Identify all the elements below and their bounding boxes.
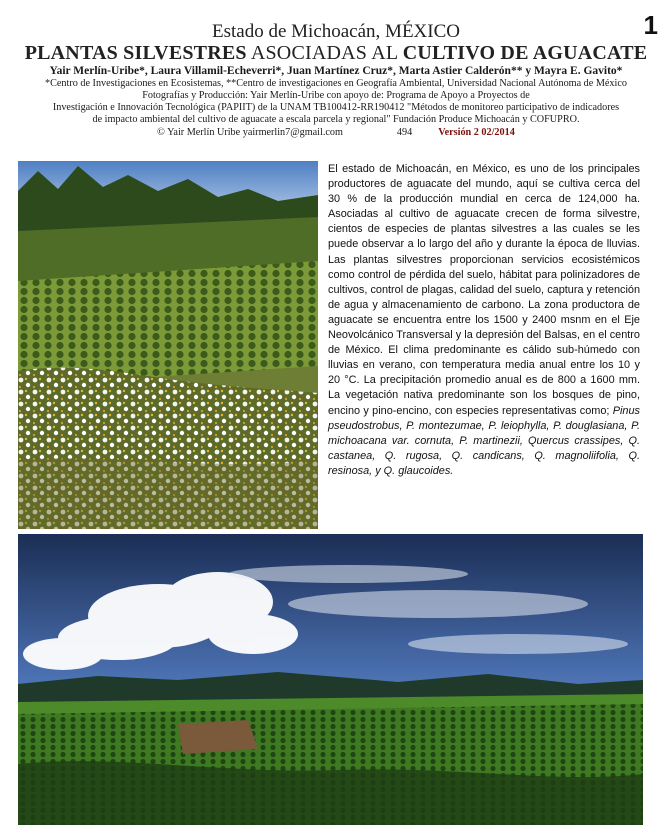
copyright: © Yair Merlín Uribe yairmerlin7@gmail.com [157,127,343,138]
avocado-orchard-landscape-photo [18,534,643,825]
title-bold-2: CULTIVO DE AGUACATE [402,42,648,64]
title-middle: ASOCIADAS AL [246,42,403,64]
credit-line [0,126,672,139]
species-list: Pinus pseudostrobus, P. montezumae, P. leiophylla, P. douglasiana, P. michoacana var. cornuta, P. martinezii, Quercus crassipes, Q. castanea, Q. rugosa, Q. candicans, Q. magnoliifolia, Q. resinosa, y Q. glaucoides. [328,404,640,477]
page-number: 1 [643,10,658,40]
region-subtitle: Estado de Michoacán, MÉXICO [212,21,460,42]
wildflower-field-illustration [18,161,318,529]
support-line-1: Fotografías y Producción: Yair Merlín-Uribe con apoyo de: Programa de Apoyo a Proyectos de [142,90,530,101]
orchard-landscape-illustration [18,534,643,825]
wildflower-field-photo [18,161,318,529]
page-code: 494 [396,127,413,138]
support-line-2: Investigación e Innovación Tecnológica (PAPIIT) de la UNAM TB100412-RR190412 "Métodos de monitoreo participativo de indicadores [52,102,620,113]
page-header [0,22,672,139]
intro-paragraph [328,162,640,479]
title-bold-1: PLANTAS SILVESTRES [24,42,247,64]
page-title [0,42,672,64]
version-label: Versión 2 02/2014 [438,127,515,138]
authors: Yair Merlín-Uribe*, Laura Villamil-Echeverri*, Juan Martínez Cruz*, Marta Astier Calderón** y Mayra E. Gavito* [49,65,623,77]
intro-text: El estado de Michoacán, en México, es uno de los principales productores de aguacate del mundo, aquí se cultiva cerca del 30 % de la producción mundial en cerca de 124,000 ha. Asociadas al cultivo de aguacate crecen de forma silvestre, cientos de especies de plantas silvestres a las cuales se les puede observar a lo largo del año y durante la época de lluvias. Las plantas silvestres proporcionan servicios ecosistémicos como control de pérdida del suelo, hábitat para polinizadores de cultivos, control de plagas, calidad del suelo, captura y retención de agua y almacenamiento de carbono. La zona productora de aguacate se encuentra entre los 1500 y 2400 msnm en el Eje Neovolcánico Transversal y la depresión del Balsas, en el centro de México. El clima predominante es cálido sub-húmedo con lluvias en verano, con temperatura media anual entre los 10 y 20 °C. La precipitación promedio anual es de 800 a 1600 mm. La vegetación nativa predominante son los bosques de pino, encino y pino-encino, con especies representativas como; [328,163,640,417]
support-line-3: de impacto ambiental del cultivo de aguacate a escala parcela y regional" Fundación Produce Michoacán y COFUPRO. [92,114,580,125]
affiliations: *Centro de Investigaciones en Ecosistemas, **Centro de investigaciones en Geografía Ambiental, Universidad Nacional Autónoma de México [45,78,627,89]
